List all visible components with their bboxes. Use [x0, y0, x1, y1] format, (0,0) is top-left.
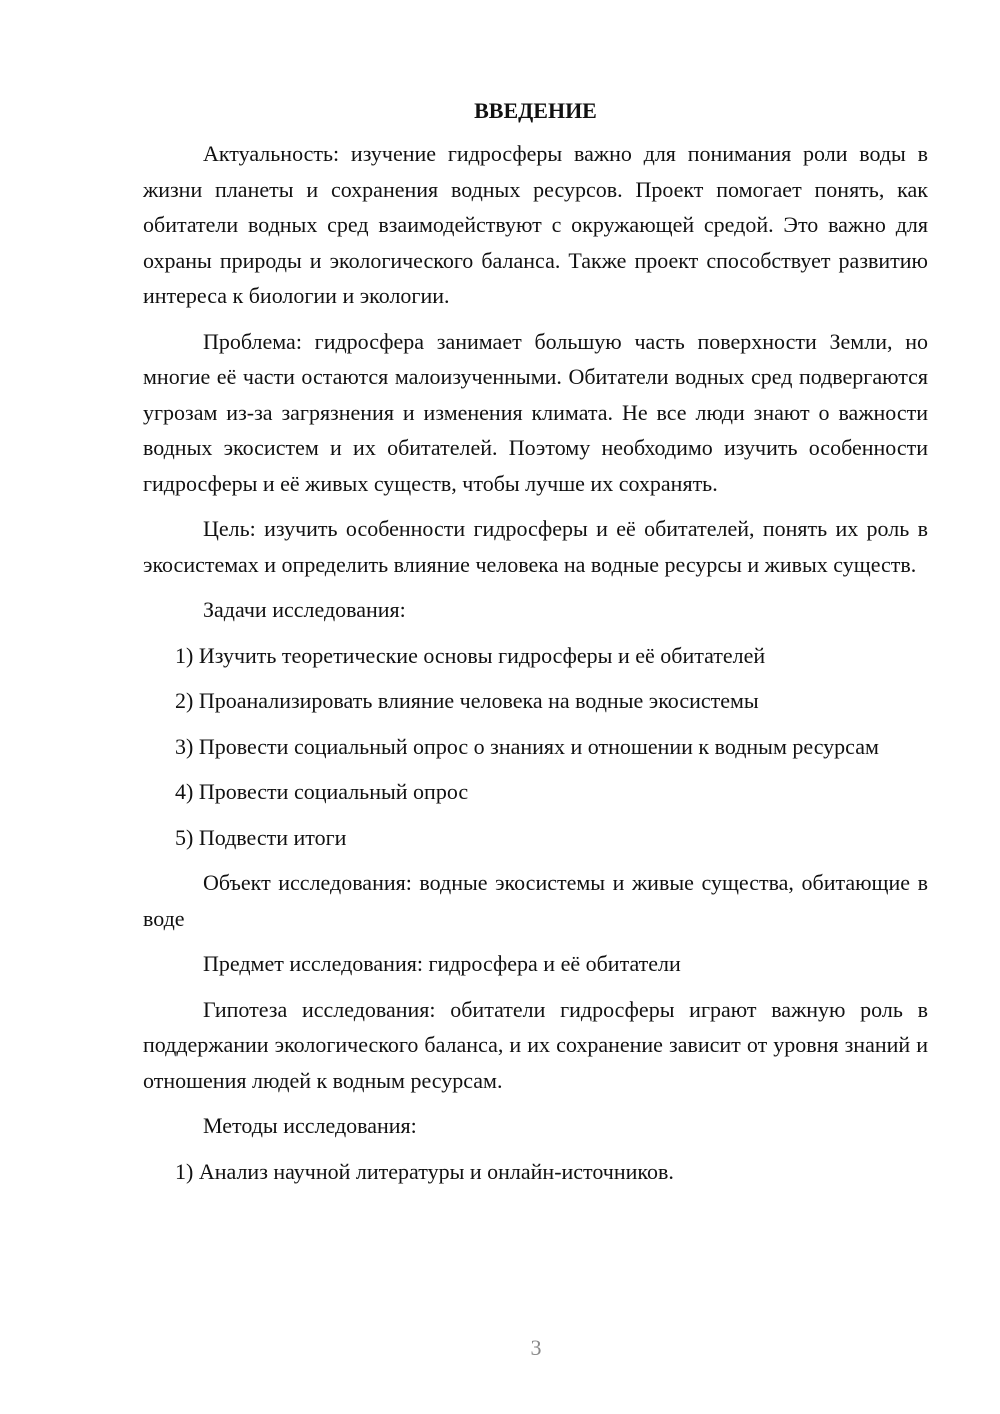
problem-paragraph: Проблема: гидросфера занимает большую часть поверхности Земли, но многие её части остаются малоизученными. Обитатели водных сред подвергаются угрозам из-за загрязнения и изменения климата. Не все люди знают о важности водных экосистем и их обитателей. Поэтому необходимо изучить особенности гидросферы и её живых существ, чтобы лучше их сохранять. — [143, 328, 928, 496]
research-subject-paragraph: Предмет исследования: гидросфера и её обитатели — [203, 951, 681, 976]
research-object-paragraph: Объект исследования: водные экосистемы и живые существа, обитающие в воде — [143, 870, 928, 931]
methods-heading: Методы исследования: — [203, 1113, 417, 1138]
hypothesis-paragraph: Гипотеза исследования: обитатели гидросферы играют важную роль в поддержании экологического баланса, и их сохранение зависит от уровня знаний и отношения людей к водным ресурсам. — [143, 996, 928, 1093]
task-item-3: 3) Провести социальный опрос о знаниях и отношении к водным ресурсам — [175, 733, 879, 759]
relevance-paragraph: Актуальность: изучение гидросферы важно для понимания роли воды в жизни планеты и сохранения водных ресурсов. Проект помогает понять, как обитатели водных сред взаимодействуют с окружающей средой. Это важно для охраны природы и экологического баланса. Также проект способствует развитию интереса к биологии и экологии. — [143, 141, 928, 308]
section-heading: ВВЕДЕНИЕ — [474, 98, 597, 123]
task-item-1: 1) Изучить теоретические основы гидросферы и её обитателей — [175, 642, 766, 668]
tasks-heading: Задачи исследования: — [203, 597, 406, 622]
goal-paragraph: Цель: изучить особенности гидросферы и её обитателей, понять их роль в экосистемах и определить влияние человека на водные ресурсы и живых существ. — [143, 516, 928, 577]
page-content — [143, 96, 928, 1199]
task-item-2: 2) Проанализировать влияние человека на водные экосистемы — [175, 688, 759, 713]
task-item-5: 5) Подвести итоги — [175, 824, 347, 850]
task-item-4: 4) Провести социальный опрос — [175, 779, 469, 804]
method-item-1: 1) Анализ научной литературы и онлайн-источников. — [175, 1158, 674, 1184]
page-number: 3 — [530, 1335, 542, 1360]
